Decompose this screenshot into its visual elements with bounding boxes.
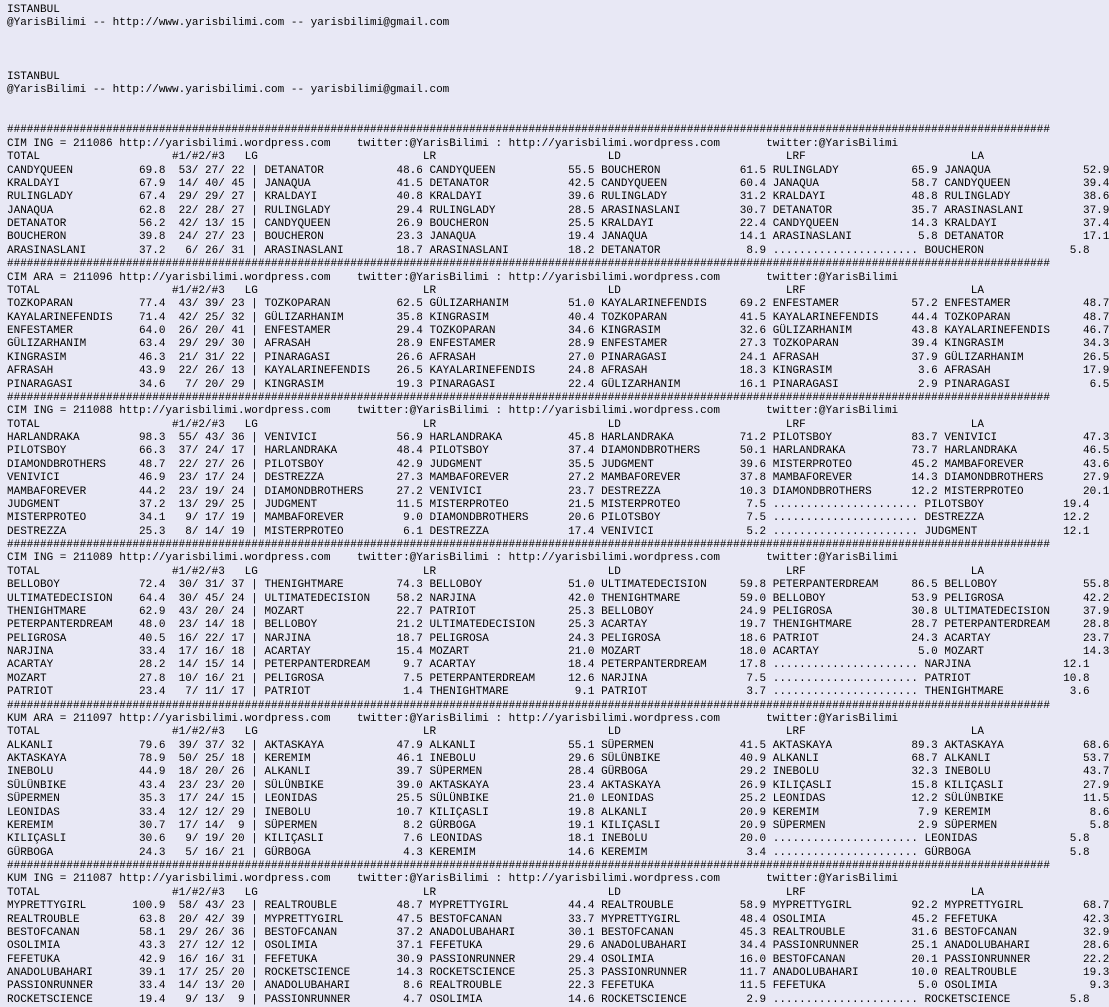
text-line: ALKANLI 79.6 39/ 37/ 32 | AKTASKAYA 47.9 ALKANLI 55.1 SÜPERMEN 41.5 AKTASKAYA 89.3 AKTASKAYA 68.6 bbox=[7, 739, 1109, 752]
text-line: MOZART 27.8 10/ 16/ 21 | PELIGROSA 7.5 PETERPANTERDREAM 12.6 NARJINA 7.5 ...................... PATRIOT 10.8 bbox=[7, 672, 1090, 685]
text-line: PETERPANTERDREAM 48.0 23/ 14/ 18 | BELLOBOY 21.2 ULTIMATEDECISION 25.3 ACARTAY 19.7 THENIGHTMARE 28.7 PETERPANTERDREAM 28.8 bbox=[7, 619, 1109, 632]
text-line: HARLANDRAKA 98.3 55/ 43/ 36 | VENIVICI 56.9 HARLANDRAKA 45.8 HARLANDRAKA 71.2 PILOTSBOY 83.7 VENIVICI 47.3 bbox=[7, 432, 1109, 444]
text-line: ############################################################################################################################################################## bbox=[7, 860, 1050, 872]
text-line bbox=[7, 44, 1109, 57]
text-line: BELLOBOY 72.4 30/ 31/ 37 | THENIGHTMARE 74.3 BELLOBOY 51.0 ULTIMATEDECISION 59.8 PETERPANTERDREAM 86.5 BELLOBOY 55.8 bbox=[7, 579, 1109, 592]
text-line: TOTAL #1/#2/#3 LG LR LD LRF LA bbox=[7, 284, 984, 297]
text-line: REALTROUBLE 63.8 20/ 42/ 39 | MYPRETTYGIRL 47.5 BESTOFCANAN 33.7 MYPRETTYGIRL 48.4 OSOLIMIA 45.2 FEFETUKA 42.3 bbox=[7, 913, 1109, 926]
text-line: TOTAL #1/#2/#3 LG LR LD LRF LA bbox=[7, 418, 984, 431]
text-line: ISTANBUL bbox=[7, 4, 60, 16]
text-line: TOZKOPARAN 77.4 43/ 39/ 23 | TOZKOPARAN 62.5 GÜLIZARHANIM 51.0 KAYALARINEFENDIS 69.2 ENFESTAMER 57.2 ENFESTAMER 48.7 bbox=[7, 298, 1109, 311]
text-line: KAYALARINEFENDIS 71.4 42/ 25/ 32 | GÜLIZARHANIM 35.8 KINGRASIM 40.4 TOZKOPARAN 41.5 KAYALARINEFENDIS 44.4 TOZKOPARAN 48.7 bbox=[7, 311, 1109, 324]
text-line: TOTAL #1/#2/#3 LG LR LD LRF LA bbox=[7, 726, 984, 739]
text-line: FEFETUKA 42.9 16/ 16/ 31 | FEFETUKA 30.9 PASSIONRUNNER 29.4 OSOLIMIA 16.0 BESTOFCANAN 20.1 PASSIONRUNNER 22.2 bbox=[7, 953, 1109, 966]
text-line: AKTASKAYA 78.9 50/ 25/ 18 | KEREMIM 46.1 INEBOLU 29.6 SÜLÜNBIKE 40.9 ALKANLI 68.7 ALKANLI 53.7 bbox=[7, 753, 1109, 765]
document-text[interactable] bbox=[7, 4, 1109, 1007]
text-line: GÜLIZARHANIM 63.4 29/ 29/ 30 | AFRASAH 28.9 ENFESTAMER 28.9 ENFESTAMER 27.3 TOZKOPARAN 39.4 KINGRASIM 34.3 bbox=[7, 338, 1109, 351]
text-line: CIM ING = 211088 http://yarisbilimi.wordpress.com twitter:@YarisBilimi : http://yarisbilimi.wordpress.com twitter:@YarisBilimi bbox=[7, 405, 899, 418]
text-line: DESTREZZA 25.3 8/ 14/ 19 | MISTERPROTEO 6.1 DESTREZZA 17.4 VENIVICI 5.2 ...................... JUDGMENT 12.1 bbox=[7, 525, 1090, 538]
text-line: CIM ING = 211086 http://yarisbilimi.wordpress.com twitter:@YarisBilimi : http://yarisbilimi.wordpress.com twitter:@YarisBilimi bbox=[7, 137, 899, 150]
text-line: ACARTAY 28.2 14/ 15/ 14 | PETERPANTERDREAM 9.7 ACARTAY 18.4 PETERPANTERDREAM 17.8 ...................... NARJINA 12.1 bbox=[7, 659, 1090, 672]
text-line: OSOLIMIA 43.3 27/ 12/ 12 | OSOLIMIA 37.1 FEFETUKA 29.6 ANADOLUBAHARI 34.4 PASSIONRUNNER 25.1 ANADOLUBAHARI 28.6 bbox=[7, 940, 1109, 953]
text-line: KRALDAYI 67.9 14/ 40/ 45 | JANAQUA 41.5 DETANATOR 42.5 CANDYQUEEN 60.4 JANAQUA 58.7 CANDYQUEEN 39.4 bbox=[7, 177, 1109, 190]
text-line: BESTOFCANAN 58.1 29/ 26/ 36 | BESTOFCANAN 37.2 ANADOLUBAHARI 30.1 BESTOFCANAN 45.3 REALTROUBLE 31.6 BESTOFCANAN 32.9 bbox=[7, 926, 1109, 939]
text-line: KILIÇASLI 30.6 9/ 19/ 20 | KILIÇASLI 7.6 LEONIDAS 18.1 INEBOLU 20.0 ...................... LEONIDAS 5.8 bbox=[7, 833, 1090, 846]
text-line: ARASINASLANI 37.2 6/ 26/ 31 | ARASINASLANI 18.7 ARASINASLANI 18.2 DETANATOR 8.9 ...................... BOUCHERON 5.8 bbox=[7, 244, 1090, 257]
text-line: CIM ARA = 211096 http://yarisbilimi.wordpress.com twitter:@YarisBilimi : http://yarisbilimi.wordpress.com twitter:@YarisBilimi bbox=[7, 271, 899, 284]
text-line: ANADOLUBAHARI 39.1 17/ 25/ 20 | ROCKETSCIENCE 14.3 ROCKETSCIENCE 25.3 PASSIONRUNNER 11.7 ANADOLUBAHARI 10.0 REALTROUBLE 19.3 bbox=[7, 967, 1109, 979]
text-line: AFRASAH 43.9 22/ 26/ 13 | KAYALARINEFENDIS 26.5 KAYALARINEFENDIS 24.8 AFRASAH 18.3 KINGRASIM 3.6 AFRASAH 17.9 bbox=[7, 365, 1109, 378]
text-line bbox=[7, 58, 1109, 71]
text-line: @YarisBilimi -- http://www.yarisbilimi.com -- yarisbilimi@gmail.com bbox=[7, 17, 450, 30]
text-line: TOTAL #1/#2/#3 LG LR LD LRF LA bbox=[7, 886, 984, 899]
text-line: RULINGLADY 67.4 29/ 29/ 27 | KRALDAYI 40.8 KRALDAYI 39.6 RULINGLADY 31.2 KRALDAYI 48.8 RULINGLADY 38.6 bbox=[7, 191, 1109, 204]
text-line: ROCKETSCIENCE 19.4 9/ 13/ 9 | PASSIONRUNNER 4.7 OSOLIMIA 14.6 ROCKETSCIENCE 2.9 ...................... ROCKETSCIENCE 5.8 bbox=[7, 993, 1090, 1006]
text-line: KUM ING = 211087 http://yarisbilimi.wordpress.com twitter:@YarisBilimi : http://yarisbilimi.wordpress.com twitter:@YarisBilimi bbox=[7, 873, 899, 886]
text-line: TOTAL #1/#2/#3 LG LR LD LRF LA bbox=[7, 565, 984, 578]
text-line: ############################################################################################################################################################## bbox=[7, 258, 1050, 271]
text-line: ############################################################################################################################################################## bbox=[7, 699, 1050, 712]
text-line: CANDYQUEEN 69.8 53/ 27/ 22 | DETANATOR 48.6 CANDYQUEEN 55.5 BOUCHERON 61.5 RULINGLADY 65.9 JANAQUA 52.9 bbox=[7, 164, 1109, 177]
text-line: ############################################################################################################################################################## bbox=[7, 539, 1050, 551]
text-line: PATRIOT 23.4 7/ 11/ 17 | PATRIOT 1.4 THENIGHTMARE 9.1 PATRIOT 3.7 ...................... THENIGHTMARE 3.6 bbox=[7, 686, 1090, 699]
text-line: ENFESTAMER 64.0 26/ 20/ 41 | ENFESTAMER 29.4 TOZKOPARAN 34.6 KINGRASIM 32.6 GÜLIZARHANIM 43.8 KAYALARINEFENDIS 46.7 bbox=[7, 325, 1109, 337]
text-line: DIAMONDBROTHERS 48.7 22/ 27/ 26 | PILOTSBOY 42.9 JUDGMENT 35.5 JUDGMENT 39.6 MISTERPROTEO 45.2 MAMBAFOREVER 43.6 bbox=[7, 458, 1109, 471]
text-line: ############################################################################################################################################################## bbox=[7, 391, 1050, 404]
text-line bbox=[7, 111, 1109, 124]
text-line: JUDGMENT 37.2 13/ 29/ 25 | JUDGMENT 11.5 MISTERPROTEO 21.5 MISTERPROTEO 7.5 ...................... PILOTSBOY 19.4 bbox=[7, 498, 1090, 511]
text-line: MAMBAFOREVER 44.2 23/ 19/ 24 | DIAMONDBROTHERS 27.2 VENIVICI 23.7 DESTREZZA 10.3 DIAMONDBROTHERS 12.2 MISTERPROTEO 20.1 bbox=[7, 485, 1109, 498]
text-line: KEREMIM 30.7 17/ 14/ 9 | SÜPERMEN 8.2 GÜRBOGA 19.1 KILIÇASLI 20.9 SÜPERMEN 2.9 SÜPERMEN 5.8 bbox=[7, 819, 1109, 832]
text-line: SÜPERMEN 35.3 17/ 24/ 15 | LEONIDAS 25.5 SÜLÜNBIKE 21.0 LEONIDAS 25.2 LEONIDAS 12.2 SÜLÜNBIKE 11.5 bbox=[7, 793, 1109, 806]
text-line: MISTERPROTEO 34.1 9/ 17/ 19 | MAMBAFOREVER 9.0 DIAMONDBROTHERS 20.6 PILOTSBOY 7.5 ...................... DESTREZZA 12.2 bbox=[7, 512, 1090, 525]
text-line: PELIGROSA 40.5 16/ 22/ 17 | NARJINA 18.7 PELIGROSA 24.3 PELIGROSA 18.6 PATRIOT 24.3 ACARTAY 23.7 bbox=[7, 632, 1109, 645]
text-line: GÜRBOGA 24.3 5/ 16/ 21 | GÜRBOGA 4.3 KEREMIM 14.6 KEREMIM 3.4 ...................... GÜRBOGA 5.8 bbox=[7, 846, 1090, 859]
text-line: LEONIDAS 33.4 12/ 12/ 29 | INEBOLU 10.7 KILIÇASLI 19.8 ALKANLI 20.9 KEREMIM 7.9 KEREMIM 8.6 bbox=[7, 806, 1109, 819]
text-line: INEBOLU 44.9 18/ 20/ 26 | ALKANLI 39.7 SÜPERMEN 28.4 GÜRBOGA 29.2 INEBOLU 32.3 INEBOLU 43.7 bbox=[7, 766, 1109, 779]
text-line: KUM ARA = 211097 http://yarisbilimi.wordpress.com twitter:@YarisBilimi : http://yarisbilimi.wordpress.com twitter:@YarisBilimi bbox=[7, 712, 899, 725]
text-line: PINARAGASI 34.6 7/ 20/ 29 | KINGRASIM 19.3 PINARAGASI 22.4 GÜLIZARHANIM 16.1 PINARAGASI 2.9 PINARAGASI 6.5 bbox=[7, 378, 1109, 391]
text-line: BOUCHERON 39.8 24/ 27/ 23 | BOUCHERON 23.3 JANAQUA 19.4 JANAQUA 14.1 ARASINASLANI 5.8 DETANATOR 17.1 bbox=[7, 231, 1109, 244]
text-line: KINGRASIM 46.3 21/ 31/ 22 | PINARAGASI 26.6 AFRASAH 27.0 PINARAGASI 24.1 AFRASAH 37.9 GÜLIZARHANIM 26.5 bbox=[7, 351, 1109, 364]
text-line: SÜLÜNBIKE 43.4 23/ 23/ 20 | SÜLÜNBIKE 39.0 AKTASKAYA 23.4 AKTASKAYA 26.9 KILIÇASLI 15.8 KILIÇASLI 27.9 bbox=[7, 779, 1109, 792]
text-line: ############################################################################################################################################################## bbox=[7, 124, 1050, 137]
text-line: VENIVICI 46.9 23/ 17/ 24 | DESTREZZA 27.3 MAMBAFOREVER 27.2 MAMBAFOREVER 37.8 MAMBAFOREVER 14.3 DIAMONDBROTHERS 27.9 bbox=[7, 472, 1109, 485]
text-line: NARJINA 33.4 17/ 16/ 18 | ACARTAY 15.4 MOZART 21.0 MOZART 18.0 ACARTAY 5.0 MOZART 14.3 bbox=[7, 646, 1109, 658]
text-line: THENIGHTMARE 62.9 43/ 20/ 24 | MOZART 22.7 PATRIOT 25.3 BELLOBOY 24.9 PELIGROSA 30.8 ULTIMATEDECISION 37.9 bbox=[7, 605, 1109, 618]
text-line bbox=[7, 98, 1109, 111]
text-line: PASSIONRUNNER 33.4 14/ 13/ 20 | ANADOLUBAHARI 8.6 REALTROUBLE 22.3 FEFETUKA 11.5 FEFETUKA 5.0 OSOLIMIA 9.3 bbox=[7, 980, 1109, 993]
text-line: CIM ING = 211089 http://yarisbilimi.wordpress.com twitter:@YarisBilimi : http://yarisbilimi.wordpress.com twitter:@YarisBilimi bbox=[7, 552, 899, 565]
text-line: DETANATOR 56.2 42/ 13/ 15 | CANDYQUEEN 26.9 BOUCHERON 25.5 KRALDAYI 22.4 CANDYQUEEN 14.3 KRALDAYI 37.4 bbox=[7, 218, 1109, 230]
text-line: ISTANBUL bbox=[7, 70, 60, 83]
text-line: MYPRETTYGIRL 100.9 58/ 43/ 23 | REALTROUBLE 48.7 MYPRETTYGIRL 44.4 REALTROUBLE 58.9 MYPRETTYGIRL 92.2 MYPRETTYGIRL 68.7 bbox=[7, 900, 1109, 913]
text-line: JANAQUA 62.8 22/ 28/ 27 | RULINGLADY 29.4 RULINGLADY 28.5 ARASINASLANI 30.7 DETANATOR 35.7 ARASINASLANI 37.9 bbox=[7, 204, 1109, 217]
text-line: @YarisBilimi -- http://www.yarisbilimi.com -- yarisbilimi@gmail.com bbox=[7, 84, 450, 97]
text-line: ULTIMATEDECISION 64.4 30/ 45/ 24 | ULTIMATEDECISION 58.2 NARJINA 42.0 THENIGHTMARE 59.0 BELLOBOY 53.9 PELIGROSA 42.2 bbox=[7, 592, 1109, 605]
text-line: TOTAL #1/#2/#3 LG LR LD LRF LA bbox=[7, 151, 984, 164]
text-line bbox=[7, 31, 1109, 44]
text-line: PILOTSBOY 66.3 37/ 24/ 17 | HARLANDRAKA 48.4 PILOTSBOY 37.4 DIAMONDBROTHERS 50.1 HARLANDRAKA 73.7 HARLANDRAKA 46.5 bbox=[7, 445, 1109, 458]
